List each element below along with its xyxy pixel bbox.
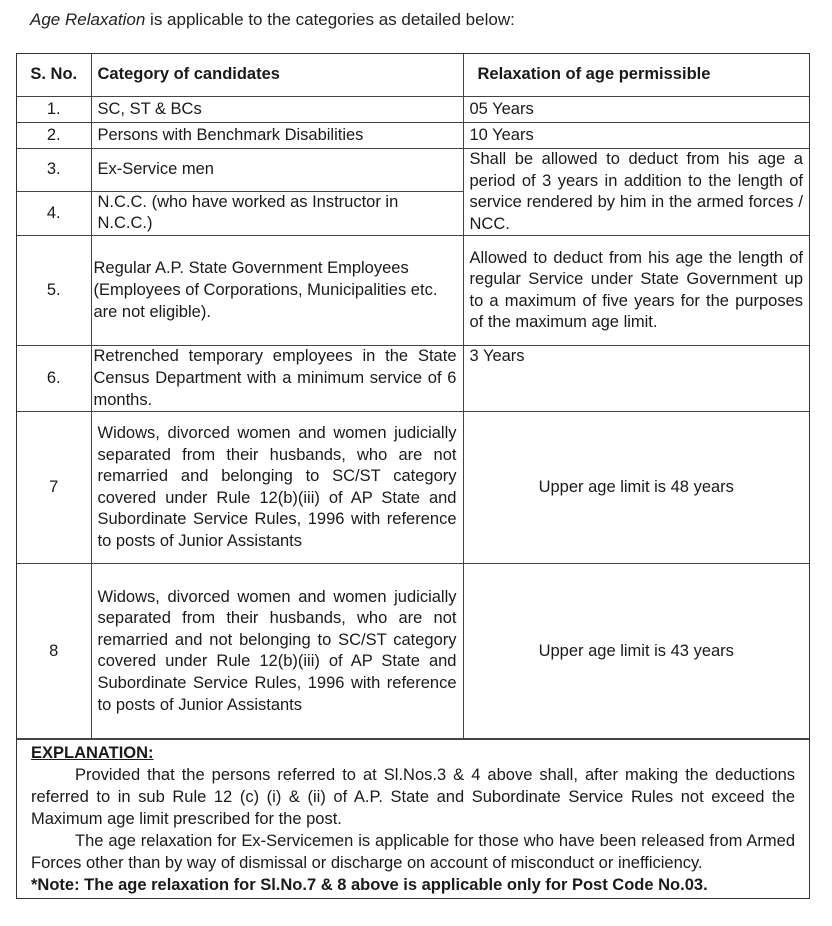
table-row [17, 564, 809, 739]
table-row [17, 149, 809, 192]
row-relaxation: Shall be allowed to deduct from his age a period of 3 years in addition to the length of service rendered by him in the armed forces / NCC. [463, 149, 809, 236]
age-relaxation-table [17, 54, 809, 739]
intro-italic: Age Relaxation [30, 10, 146, 29]
row-relaxation: 3 Years [463, 346, 809, 412]
row-category: Widows, divorced women and women judicially separated from their husbands, who are not remarried and belonging to SC/ST category covered under Rule 12(b)(iii) of AP State and Subordinate Service Rules, 1996 with reference to posts of Junior Assistants [91, 412, 463, 564]
age-relaxation-table-container [16, 53, 810, 899]
row-sno: 6. [17, 346, 91, 412]
header-relaxation: Relaxation of age permissible [463, 54, 809, 97]
table-row [17, 412, 809, 564]
row-category: Regular A.P. State Government Employees (Employees of Corporations, Municipalities etc. are not eligible). [91, 236, 463, 346]
table-header-row [17, 54, 809, 97]
row-category: Retrenched temporary employees in the State Census Department with a minimum service of 6 months. [91, 346, 463, 412]
row-relaxation: 10 Years [463, 123, 809, 149]
row-category: Ex-Service men [91, 149, 463, 192]
row-category: SC, ST & BCs [91, 97, 463, 123]
explanation-section [17, 739, 809, 898]
row-sno: 7 [17, 412, 91, 564]
row-relaxation: Allowed to deduct from his age the length of regular Service under State Government up to a maximum of five years for the purposes of the maximum age limit. [463, 236, 809, 346]
row-sno: 3. [17, 149, 91, 192]
table-row [17, 97, 809, 123]
intro-text [30, 10, 515, 30]
table-row [17, 123, 809, 149]
header-category: Category of candidates [91, 54, 463, 97]
row-category: Persons with Benchmark Disabilities [91, 123, 463, 149]
row-relaxation: Upper age limit is 43 years [463, 564, 809, 739]
intro-rest: is applicable to the categories as detailed below: [145, 10, 515, 29]
table-row [17, 346, 809, 412]
note-text: *Note: The age relaxation for Sl.No.7 & 8 above is applicable only for Post Code No.03. [31, 876, 708, 895]
row-category: Widows, divorced women and women judicially separated from their husbands, who are not remarried and not belonging to SC/ST category covered under Rule 12(b)(iii) of AP State and Subordinate Service Rules, 1996 with reference to posts of Junior Assistants [91, 564, 463, 739]
row-category: N.C.C. (who have worked as Instructor in N.C.C.) [91, 191, 463, 236]
row-relaxation: 05 Years [463, 97, 809, 123]
table-row [17, 236, 809, 346]
row-sno: 2. [17, 123, 91, 149]
row-sno: 5. [17, 236, 91, 346]
explanation-paragraph: Provided that the persons referred to at Sl.Nos.3 & 4 above shall, after making the deductions referred to in sub Rule 12 (c) (i) & (ii) of A.P. State and Subordinate Service Rules not exceed the Maximum age limit prescribed for the post. [31, 766, 795, 829]
explanation-heading: EXPLANATION: [31, 744, 154, 763]
row-sno: 4. [17, 191, 91, 236]
row-sno: 8 [17, 564, 91, 739]
header-sno: S. No. [17, 54, 91, 97]
explanation-paragraph: The age relaxation for Ex-Servicemen is applicable for those who have been released from Armed Forces other than by way of dismissal or discharge on account of misconduct or inefficiency. [31, 832, 795, 873]
row-sno: 1. [17, 97, 91, 123]
row-relaxation: Upper age limit is 48 years [463, 412, 809, 564]
